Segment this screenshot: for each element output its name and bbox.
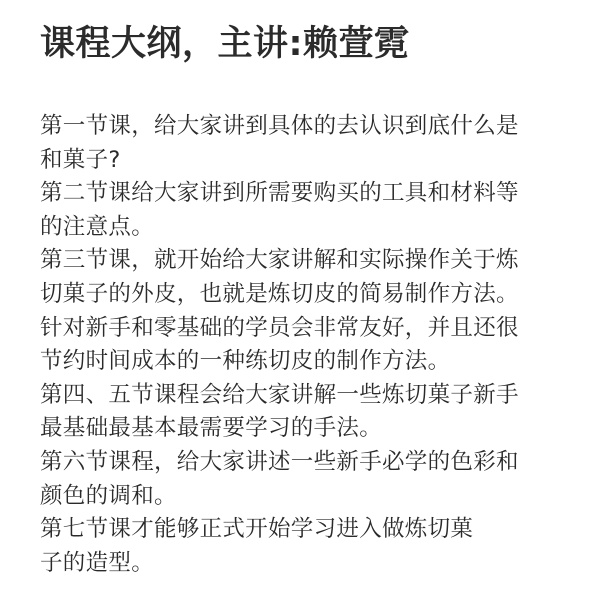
text-line: 第二节课给大家讲到所需要购买的工具和材料等 xyxy=(40,180,519,207)
text-line: 和菓子? xyxy=(40,146,121,173)
text-line: 第四、五节课程会给大家讲解一些炼切菓子新手 xyxy=(40,381,519,408)
text-line: 第七节课才能够正式开始学习进入做炼切菓 xyxy=(40,516,474,543)
text-line: 子的造型。 xyxy=(40,549,155,576)
text-line: 切菓子的外皮，也就是炼切皮的简易制作方法。 xyxy=(40,280,519,307)
syllabus-body xyxy=(40,110,570,580)
text-line: 针对新手和零基础的学员会非常友好，并且还很 xyxy=(40,314,519,341)
text-line: 第六节课程，给大家讲述一些新手必学的色彩和 xyxy=(40,448,519,475)
text-line: 第一节课，给大家讲到具体的去认识到底什么是 xyxy=(40,113,519,139)
text-line: 最基础最基本最需要学习的手法。 xyxy=(40,415,383,442)
text-line: 第三节课，就开始给大家讲解和实际操作关于炼 xyxy=(40,247,519,274)
text-line: 节约时间成本的一种练切皮的制作方法。 xyxy=(40,348,451,375)
document-title: 课程大纲，主讲:赖萱霓 xyxy=(40,24,410,64)
text-line: 颜色的调和。 xyxy=(40,482,177,509)
text-line: 的注意点。 xyxy=(40,213,155,240)
